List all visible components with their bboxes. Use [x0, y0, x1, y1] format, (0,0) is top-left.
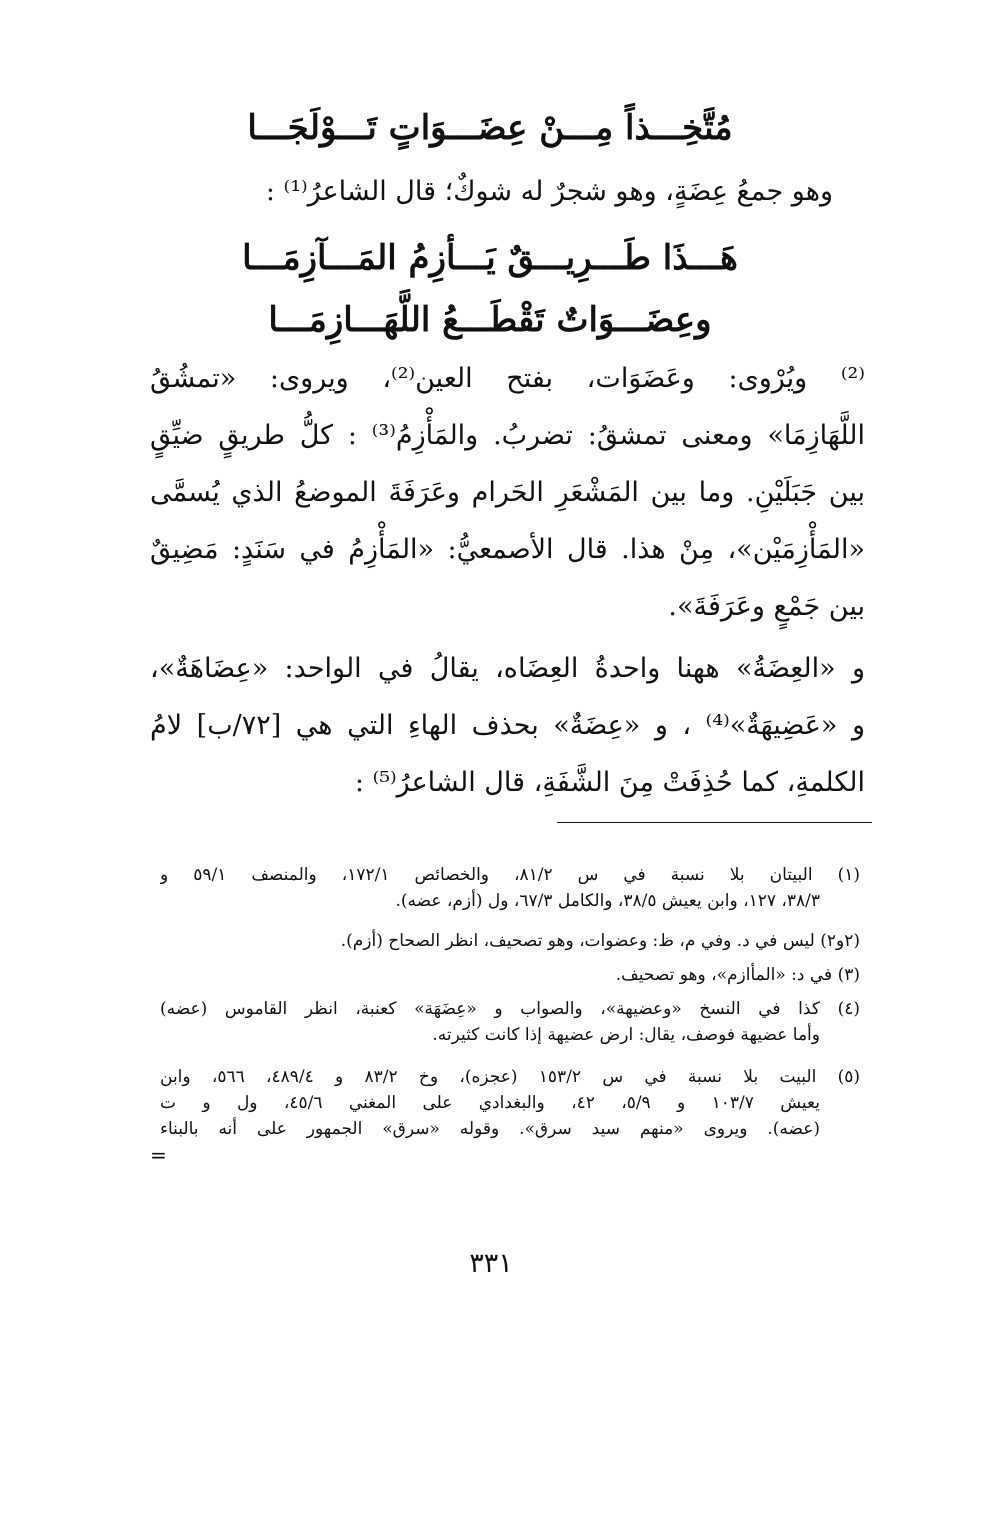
continuation-mark: = — [150, 1143, 167, 1167]
verse-line-2: هَـــذَا طَـــرِيـــقٌ يَـــأزِمُ المَـــآزِمَـــا — [242, 238, 738, 278]
footnote-4 — [160, 996, 860, 1048]
footnote-line — [160, 1064, 860, 1090]
intro-line: وهو جمعُ عِضَةٍ، وهو شجرٌ له شوكٌ؛ قال الشاعرُ⁽¹⁾ : — [265, 176, 833, 207]
footnote-line — [160, 962, 860, 988]
footnote-number: (٣) — [837, 965, 860, 985]
footnote-3 — [160, 962, 860, 988]
footnote-line: يعيش ١٠٣/٧ و ٥/٩، ٤٢، والبغدادي على المغني ٤٥/٦، ول و ت — [160, 1093, 820, 1113]
footnote-line — [160, 862, 860, 888]
paragraph-2-line: الكلمةِ، كما حُذِفَتْ مِنَ الشَّفَةِ، قال الشاعرُ⁽⁵⁾ : — [354, 767, 865, 798]
footnote-number: (٢و٢) — [820, 931, 860, 951]
paragraph-1-line: بين جَبَلَيْنِ. وما بين المَشْعَرِ الحَرام وعَرَفَةَ الموضعُ الذي يُسمَّى — [150, 477, 865, 508]
footnote-text: في د: «المأازم»، وهو تصحيف. — [615, 965, 833, 985]
footnote-text: البيت بلا نسبة في س ١٥٣/٢ (عجزه)، وخ ٨٣/٢ و ٤٨٩/٤، ٥٦٦، وابن — [160, 1067, 817, 1087]
paragraph-2-line: و «عَضِيهَةٌ»⁽⁴⁾ ، و «عِضَةٌ» بحذف الهاءِ التي هي [٧٢/ب] لامُ — [150, 710, 865, 741]
footnote-line: (عضه). ويروى «منهم سيد سرق». وقوله «سرق» الجمهور على أنه بالبناء — [160, 1119, 820, 1139]
footnote-text: ليس في د. وفي م، ظ: وعضوات، وهو تصحيف، انظر الصحاح (أزم). — [340, 931, 815, 951]
footnote-number: (١) — [837, 865, 860, 885]
footnote-2 — [160, 928, 860, 954]
paragraph-1-line: بين جَمْعٍ وعَرَفَةَ». — [668, 591, 865, 622]
verse-line-1: مُتَّخِـــذاً مِـــنْ عِضَـــوَاتٍ تَـــوْلَجَـــا — [247, 108, 733, 148]
footnote-line: ٣٨/٣، ١٢٧، وابن يعيش ٣٨/٥، والكامل ٦٧/٣، ول (أزم، عضه). — [395, 891, 820, 911]
footnote-number: (٤) — [837, 999, 860, 1019]
footnote-number: (٥) — [837, 1067, 860, 1087]
footnote-line — [160, 928, 860, 954]
paragraph-1-line: ⁽²⁾ ويُرْوى: وعَضَوَات، بفتح العين⁽²⁾، ويروى: «تمشُقُ — [150, 363, 865, 394]
paragraph-1 — [150, 350, 865, 635]
paragraph-1-line: «المَأْزِمَيْن»، مِنْ هذا. قال الأصمعيُّ: «المَأْزِمُ في سَنَدٍ: مَضِيقٌ — [150, 534, 865, 565]
footnote-text: كذا في النسخ «وعضيهة»، والصواب و «عِضَهَة» كعنبة، انظر القاموس (عضه) — [160, 999, 820, 1019]
footnote-divider — [557, 822, 872, 823]
footnote-line: وأما عضيهة فوصف، يقال: ارض عضيهة إذا كانت كثيرته. — [432, 1025, 820, 1045]
footnote-line — [160, 996, 860, 1022]
page-number: ٣٣١ — [469, 1248, 513, 1279]
paragraph-1-line: اللَّهَازِمَا» ومعنى تمشقُ: تضربُ. والمَأْزِمُ⁽³⁾ : كلُّ طريقٍ ضيِّقٍ — [150, 420, 865, 451]
paragraph-2-line: و «العِضَةُ» ههنا واحدةُ العِضَاه، يقالُ في الواحد: «عِضَاهَةٌ»، — [150, 653, 865, 684]
footnote-5 — [160, 1064, 860, 1142]
verse-line-3: وعِضَـــوَاتٌ تَقْطَـــعُ اللَّهَـــازِمَـــا — [268, 300, 712, 340]
footnote-1 — [160, 862, 860, 914]
paragraph-2 — [150, 640, 865, 811]
footnote-text: البيتان بلا نسبة في س ٨١/٢، والخصائص ١٧٢/١، والمنصف ٥٩/١ و — [160, 865, 813, 885]
